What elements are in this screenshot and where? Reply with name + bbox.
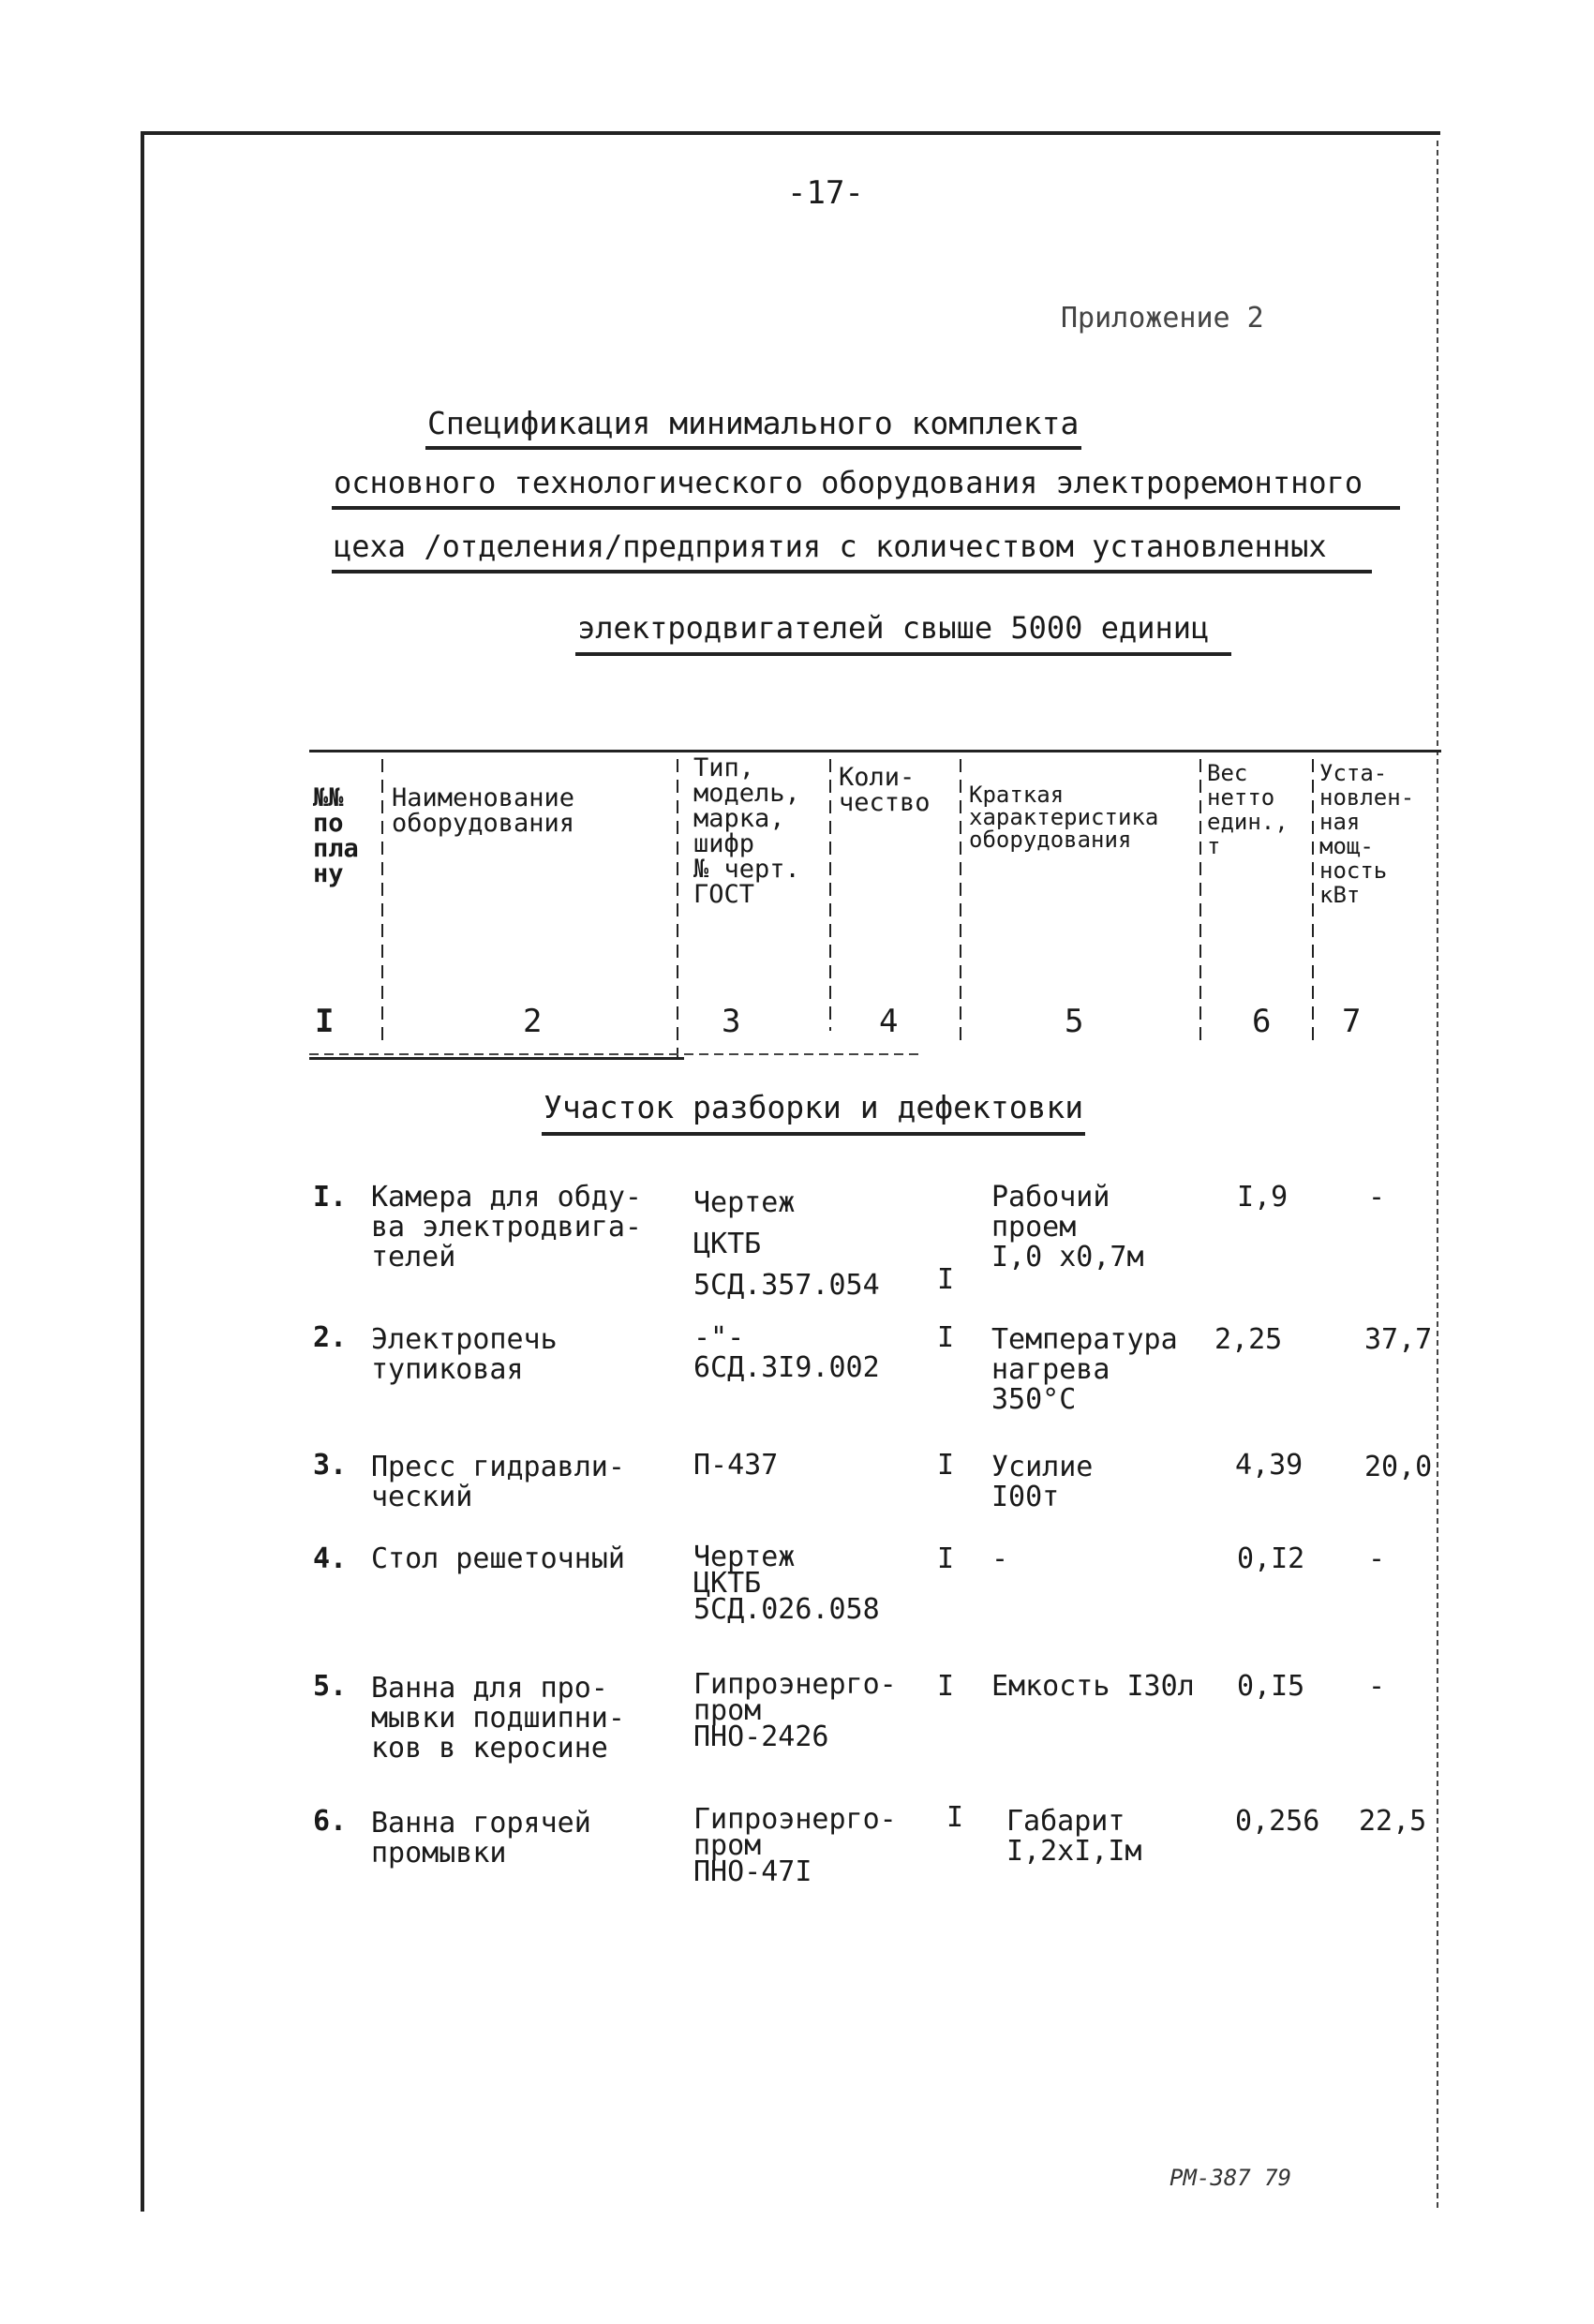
row-power: -	[1368, 1542, 1386, 1575]
column-number-3: 3	[722, 1003, 741, 1040]
row-name: Ванна горячей промывки	[371, 1807, 591, 1870]
row-quantity: I	[937, 1321, 955, 1354]
appendix-label: Приложение 2	[1061, 302, 1264, 335]
column-number-7: 7	[1342, 1003, 1362, 1040]
row-spec: Емкость I30л	[991, 1670, 1195, 1703]
row-weight: 0,I5	[1237, 1670, 1305, 1703]
column-divider	[381, 759, 383, 1040]
header-model: Тип, модель, марка, шифр № черт. ГОСТ	[693, 753, 800, 909]
column-divider	[677, 759, 678, 1059]
title-line-2: основного технологического оборудования электроремонтного	[334, 465, 1363, 500]
row-quantity: I	[946, 1801, 964, 1834]
row-number: 3.	[313, 1449, 348, 1482]
header-spec: Краткая характеристика оборудования	[969, 782, 1159, 853]
row-power: 20,0	[1364, 1451, 1433, 1483]
row-number: 6.	[313, 1805, 348, 1838]
column-number-5: 5	[1065, 1003, 1084, 1040]
header-power: Уста- новлен- ная мощ- ность кВт	[1319, 760, 1415, 908]
column-divider	[1199, 759, 1201, 1040]
column-number-6: 6	[1252, 1003, 1272, 1040]
title-line-3: цеха /отделения/предприятия с количеством установленных	[334, 529, 1327, 564]
page-border-top	[142, 131, 1440, 135]
header-name: Наименование оборудования	[392, 783, 575, 838]
row-name: Стол решеточный	[371, 1542, 625, 1575]
row-model: Гипроэнерго- пром ПНО-47I	[693, 1803, 897, 1888]
row-weight: I,9	[1237, 1181, 1289, 1214]
table-header-rule	[309, 1057, 684, 1060]
row-model: Гипроэнерго- пром ПНО-2426	[693, 1668, 897, 1753]
title-underline-3	[332, 570, 1372, 574]
column-divider	[960, 759, 961, 1040]
row-number: I.	[313, 1181, 348, 1214]
row-name: Камера для обду- ва электродвига- телей	[371, 1181, 642, 1274]
row-spec: -	[991, 1542, 1009, 1575]
row-quantity: I	[937, 1542, 955, 1575]
column-divider	[1312, 759, 1314, 1040]
title-underline-2	[332, 506, 1400, 510]
title-line-4: электродвигателей свыше 5000 единиц	[577, 610, 1210, 646]
row-spec: Температура нагрева 350°C	[991, 1323, 1178, 1416]
row-quantity: I	[937, 1263, 955, 1296]
row-spec: Усилие I00т	[991, 1451, 1094, 1513]
header-weight: Вес нетто един., т	[1207, 760, 1289, 859]
column-number-rule	[309, 1053, 918, 1055]
row-number: 5.	[313, 1670, 348, 1703]
column-number-4: 4	[879, 1003, 899, 1040]
row-power: 22,5	[1359, 1805, 1427, 1838]
header-number: №№ по пла ну	[313, 783, 359, 888]
row-name: Электропечь тупиковая	[371, 1323, 558, 1386]
row-quantity: I	[937, 1670, 955, 1703]
row-number: 4.	[313, 1542, 348, 1575]
section-underline	[542, 1132, 1085, 1136]
row-weight: 4,39	[1235, 1449, 1304, 1482]
column-number-1: I	[315, 1003, 335, 1040]
row-power: -	[1368, 1181, 1386, 1214]
column-divider	[829, 759, 831, 1031]
row-spec: Габарит I,2xI,Iм	[1006, 1805, 1142, 1868]
row-power: -	[1368, 1670, 1386, 1703]
page-border-left	[141, 131, 144, 2212]
row-model: П-437	[693, 1449, 779, 1482]
row-quantity: I	[937, 1449, 955, 1482]
row-model: Чертеж ЦКТБ 5СД.357.054	[693, 1186, 880, 1302]
title-underline-1	[425, 446, 1081, 450]
row-name: Ванна для про- мывки подшипни- ков в керосине	[371, 1672, 625, 1765]
row-power: 37,7	[1364, 1323, 1433, 1356]
column-number-2: 2	[523, 1003, 543, 1040]
row-weight: 2,25	[1214, 1323, 1283, 1356]
row-weight: 0,I2	[1237, 1542, 1305, 1575]
page-number: -17-	[787, 174, 864, 212]
row-number: 2.	[313, 1321, 348, 1354]
page-border-right	[1437, 141, 1438, 2212]
title-line-1: Спецификация минимального комплекта	[427, 405, 1080, 441]
row-name: Пресс гидравли- ческий	[371, 1451, 625, 1513]
row-model: Чертеж ЦКТБ 5СД.026.058	[693, 1541, 880, 1626]
section-title: Участок разборки и дефектовки	[544, 1089, 1084, 1125]
row-model: -"- 6СД.3I9.002	[693, 1321, 880, 1384]
row-spec: Рабочий проем I,0 x0,7м	[991, 1181, 1144, 1274]
table-top-rule	[309, 750, 1441, 752]
document-code: РМ-387 79	[1169, 2165, 1292, 2191]
title-underline-4	[575, 652, 1231, 656]
header-quantity: Коли- чество	[839, 763, 931, 817]
row-weight: 0,256	[1235, 1805, 1320, 1838]
